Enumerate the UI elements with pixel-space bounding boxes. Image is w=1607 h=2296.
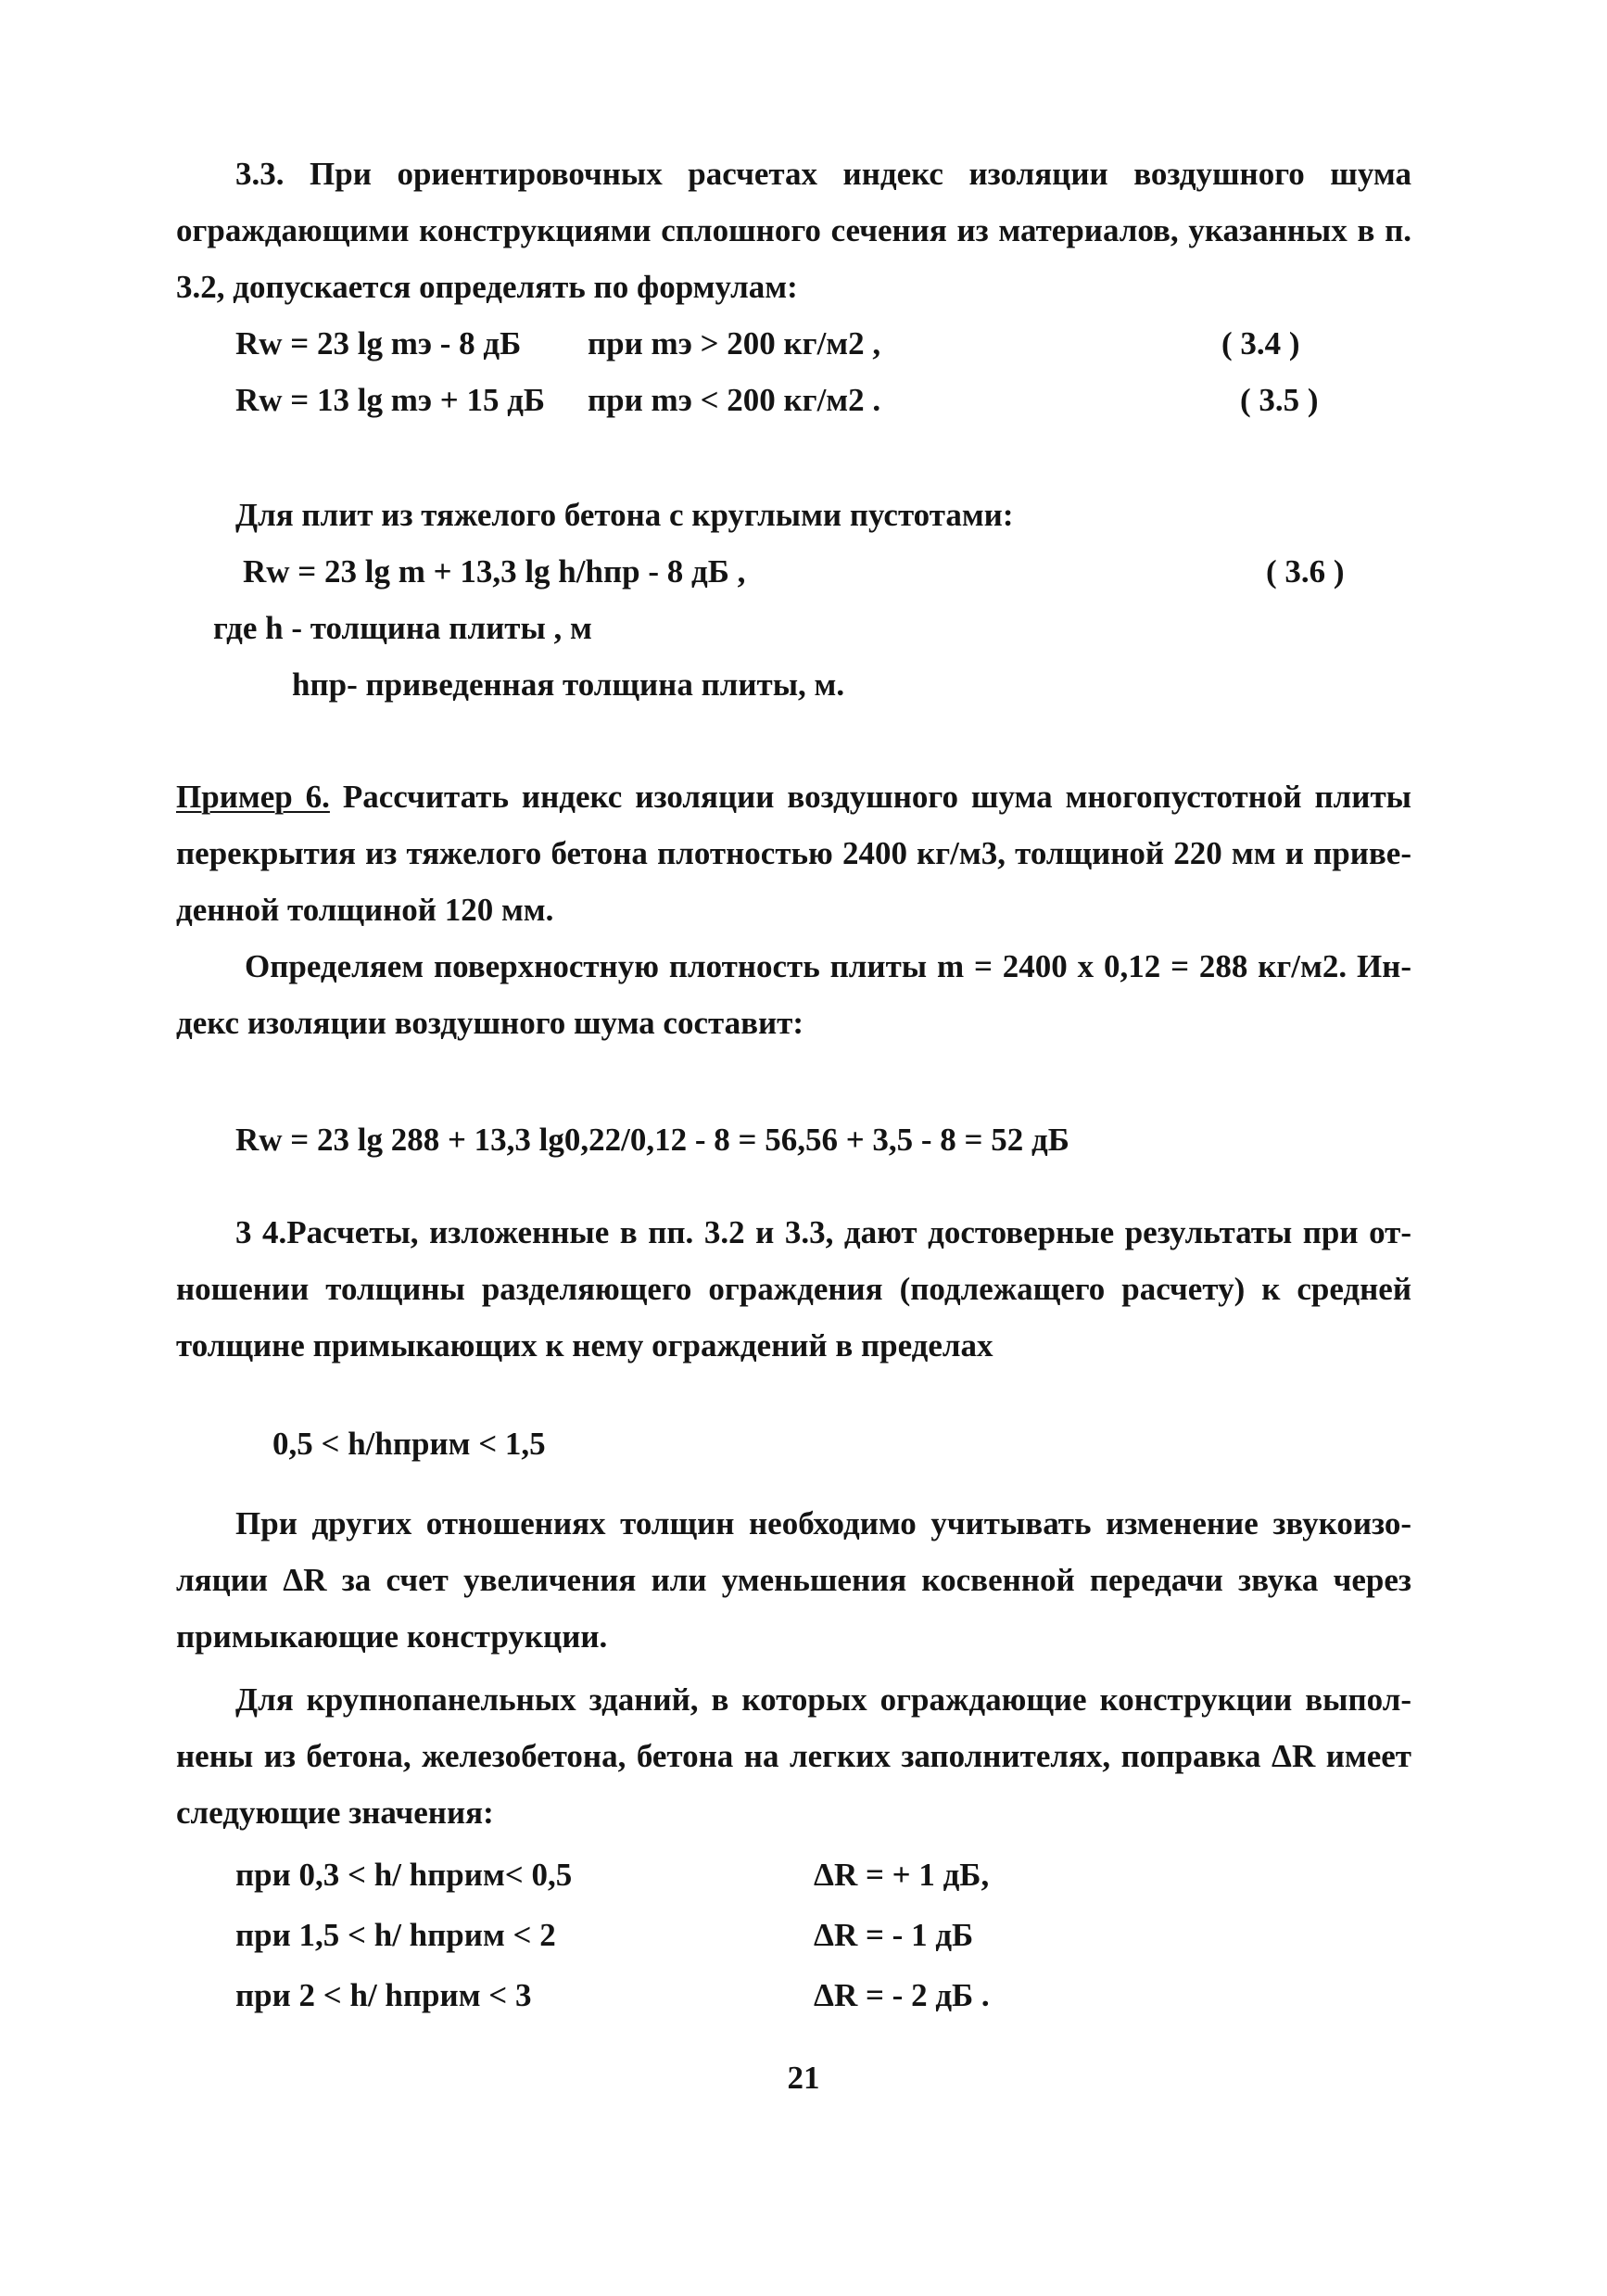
correction-condition-2: при 1,5 < h/ hприм < 2	[235, 1917, 556, 1953]
example-6-line-5: декс изоляции воздушного шума составит:	[176, 1005, 804, 1041]
example-6-line-2: перекрытия из тяжелого бетона плотностью 2400 кг/м3, толщиной 220 мм и приве-	[176, 835, 1411, 871]
correction-condition-1: при 0,3 < h/ hприм< 0,5	[235, 1857, 573, 1893]
correction-value-3: ΔR = - 2 дБ .	[814, 1977, 990, 2013]
formula-3-5-expression: Rw = 13 lg mэ + 15 дБ	[235, 382, 546, 418]
example-6-calculation: Rw = 23 lg 288 + 13,3 lg0,22/0,12 - 8 = 56,56 + 3,5 - 8 = 52 дБ	[235, 1122, 1069, 1158]
para-panel-line-3: следующие значения:	[176, 1795, 494, 1831]
para-3-4-line-3: толщине примыкающих к нему ограждений в пределах	[176, 1327, 993, 1364]
para-3-3-line-1: 3.3. При ориентировочных расчетах индекс изоляции воздушного шума	[235, 156, 1411, 192]
para-other-line-2: ляции ΔR за счет увеличения или уменьшения косвенной передачи звука через	[176, 1562, 1411, 1598]
formula-3-4-condition: при mэ > 200 кг/м2 ,	[588, 325, 881, 362]
equation-number-3-5: ( 3.5 )	[1240, 382, 1319, 418]
para-panel-line-2: нены из бетона, железобетона, бетона на легких заполнителях, поправка ΔR имеет	[176, 1738, 1411, 1774]
correction-value-1: ΔR = + 1 дБ,	[814, 1857, 990, 1893]
page-number: 21	[787, 2060, 820, 2096]
example-6-label: Пример 6.	[176, 779, 330, 815]
equation-number-3-6: ( 3.6 )	[1266, 553, 1345, 590]
para-3-3-line-3: 3.2, допускается определять по формулам:	[176, 269, 798, 305]
formula-3-5-condition: при mэ < 200 кг/м2 .	[588, 382, 881, 418]
equation-number-3-4: ( 3.4 )	[1221, 325, 1300, 362]
para-other-line-3: примыкающие конструкции.	[176, 1618, 608, 1655]
para-other-line-1: При других отношениях толщин необходимо учитывать изменение звукоизо-	[235, 1505, 1411, 1541]
para-3-4-line-2: ношении толщины разделяющего ограждения (подлежащего расчету) к средней	[176, 1271, 1411, 1307]
para-panel-line-1: Для крупнопанельных зданий, в которых ограждающие конструкции выпол-	[235, 1681, 1411, 1718]
example-6-line-4: Определяем поверхностную плотность плиты m = 2400 x 0,12 = 288 кг/м2. Ин-	[245, 948, 1411, 984]
formula-3-4-expression: Rw = 23 lg mэ - 8 дБ	[235, 325, 522, 362]
example-6-line-3: денной толщиной 120 мм.	[176, 892, 554, 928]
ratio-range: 0,5 < h/hприм < 1,5	[272, 1426, 546, 1462]
example-6-line-1	[176, 779, 1411, 816]
correction-value-2: ΔR = - 1 дБ	[814, 1917, 974, 1953]
hollow-slab-intro: Для плит из тяжелого бетона с круглыми пустотами:	[235, 497, 1014, 533]
definition-hpr: hпр- приведенная толщина плиты, м.	[292, 666, 845, 703]
correction-condition-3: при 2 < h/ hприм < 3	[235, 1977, 532, 2013]
definition-h: где h - толщина плиты , м	[213, 610, 592, 646]
para-3-4-line-1: 3 4.Расчеты, изложенные в пп. 3.2 и 3.3, дают достоверные результаты при от-	[235, 1214, 1411, 1250]
formula-3-6-expression: Rw = 23 lg m + 13,3 lg h/hпр - 8 дБ ,	[243, 553, 746, 590]
para-3-3-line-2: ограждающими конструкциями сплошного сечения из материалов, указанных в п.	[176, 212, 1411, 248]
example-6-line-1-text: Рассчитать индекс изоляции воздушного шума многопустотной плиты	[329, 779, 1411, 815]
